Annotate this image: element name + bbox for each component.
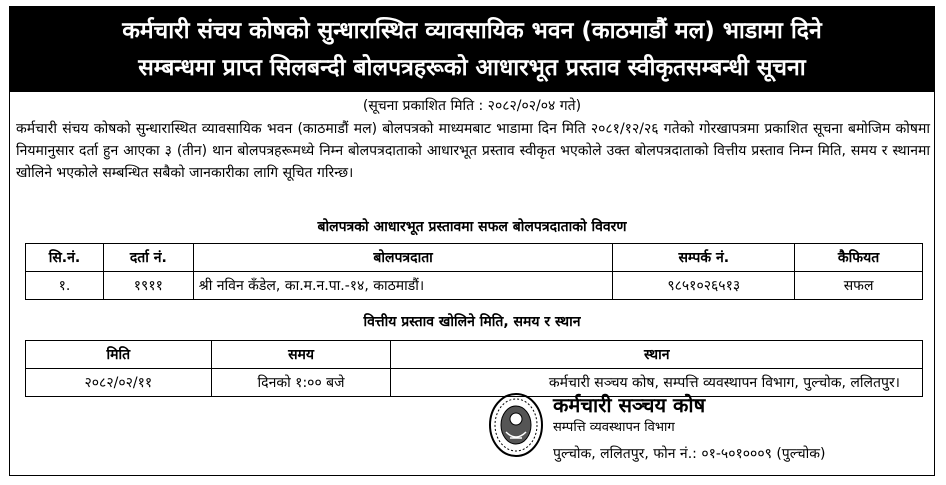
section-2-title: वित्तीय प्रस्ताव खोलिने मिति, समय र स्थान — [363, 314, 581, 330]
header-contact: सम्पर्क नं. — [613, 244, 795, 272]
cell-date: २०८२/०२/११ — [26, 369, 212, 397]
section-1-title: बोलपत्रको आधारभूत प्रस्तावमा सफल बोलपत्रदाताको विवरण — [317, 219, 627, 235]
cell-contact: ९८५१०२६५१३ — [613, 272, 795, 300]
header-bidder: बोलपत्रदाता — [193, 244, 613, 272]
schedule-table — [25, 340, 923, 397]
cell-remarks: सफल — [795, 272, 923, 300]
header-registration: दर्ता नं. — [103, 244, 193, 272]
cell-bidder: श्री नविन कँडेल, का.म.न.पा.-१४, काठमाडौं। — [193, 272, 613, 300]
header-line-2: सम्बन्धमा प्राप्त सिलबन्दी बोलपत्रहरूको आधारभूत प्रस्ताव स्वीकृतसम्बन्धी सूचना — [138, 55, 806, 81]
table-header-row — [26, 244, 923, 272]
publication-date: (सूचना प्रकाशित मिति : २०८२/०२/०४ गते) — [362, 98, 582, 114]
notice-paragraph: कर्मचारी संचय कोषको सुन्धारास्थित व्यावसायिक भवन (काठमाडौं मल) बोलपत्रको माध्यमबाट भाडामा दिन मिति २०८१/१२/२६ गतेको गोरखापत्रमा प्रकाशित सूचना बमोजिम कोषमा नियमानुसार दर्ता हुन आएका ३ (तीन) थान बोलपत्रहरूमध्ये निम्न बोलपत्रदाताको आधारभूत प्रस्ताव स्वीकृत भएकोले उक्त बोलपत्रदाताको वित्तीय प्रस्ताव निम्न मिति, समय र स्थानमा खोलिने भएकोले सम्बन्धित सबैको जानकारीका लागि सूचित गरिन्छ। — [16, 121, 930, 181]
issuer-block — [553, 392, 825, 466]
cell-registration: १९११ — [103, 272, 193, 300]
department-name: सम्पत्ति व्यवस्थापन विभाग — [553, 420, 675, 435]
header-venue: स्थान — [391, 341, 923, 369]
header-line-1: कर्मचारी संचय कोषको सुन्धारास्थित व्यावसायिक भवन (काठमाडौं मल) भाडामा दिने — [122, 18, 822, 44]
header-serial: सि.नं. — [26, 244, 104, 272]
table-header-row — [26, 341, 923, 369]
bidder-table — [25, 243, 923, 300]
cell-venue: कर्मचारी सञ्चय कोष, सम्पत्ति व्यवस्थापन विभाग, पुल्चोक, ललितपुर। — [391, 369, 923, 397]
table-row — [26, 272, 923, 300]
cell-time: दिनको १:०० बजे — [211, 369, 391, 397]
organization-address: पुल्चोक, ललितपुर, फोन नं.: ०१-५०१०००९ (पुल्चोक) — [553, 446, 826, 462]
header-remarks: कैफियत — [795, 244, 923, 272]
cell-serial: १. — [26, 272, 104, 300]
organization-name: कर्मचारी सञ्चय कोष — [553, 393, 706, 417]
emblem-seal-icon — [488, 392, 544, 458]
header-date: मिति — [26, 341, 212, 369]
notice-header — [10, 7, 934, 92]
header-time: समय — [211, 341, 391, 369]
